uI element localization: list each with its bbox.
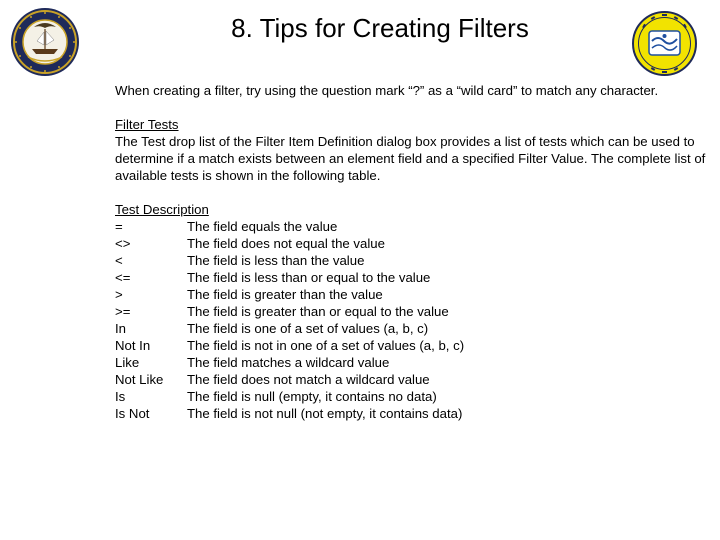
- tests-table: [115, 201, 715, 422]
- table-row: [115, 337, 715, 354]
- test-description: The field is greater than or equal to the value: [187, 304, 449, 319]
- test-description: The field is one of a set of values (a, b, c): [187, 321, 429, 336]
- filter-tests-section: [115, 116, 715, 184]
- table-row: [115, 286, 715, 303]
- filter-tests-body: The Test drop list of the Filter Item Definition dialog box provides a list of tests which can be used to determine if a match exists between an element field and a specified Filter Value. The complete list of available tests is shown in the following table.: [115, 134, 706, 183]
- test-operator: <>: [115, 236, 131, 251]
- slide-content: [115, 82, 715, 422]
- test-description: The field is less than the value: [187, 253, 365, 268]
- page-title: 8. Tips for Creating Filters: [231, 13, 529, 43]
- test-operator: >: [115, 287, 123, 302]
- table-row: [115, 354, 715, 371]
- test-operator: =: [115, 219, 123, 234]
- table-row: [115, 218, 715, 235]
- intro-text: When creating a filter, try using the question mark “?” as a “wild card” to match any character.: [115, 83, 659, 98]
- test-operator: Like: [115, 355, 140, 370]
- tests-table-header: Test Description: [115, 202, 209, 217]
- test-operator: >=: [115, 304, 131, 319]
- test-operator: Not In: [115, 338, 151, 353]
- test-operator: Is: [115, 389, 126, 404]
- test-operator: In: [115, 321, 126, 336]
- table-row: [115, 252, 715, 269]
- test-description: The field is null (empty, it contains no data): [187, 389, 437, 404]
- table-row: [115, 303, 715, 320]
- table-row: [115, 269, 715, 286]
- test-description: The field does not equal the value: [187, 236, 385, 251]
- filter-tests-heading: Filter Tests: [115, 117, 179, 132]
- test-description: The field equals the value: [187, 219, 338, 234]
- table-row: [115, 371, 715, 388]
- table-row: [115, 388, 715, 405]
- test-operator: <=: [115, 270, 131, 285]
- table-row: [115, 320, 715, 337]
- navy-seal-icon: [10, 7, 80, 77]
- test-operator: <: [115, 253, 123, 268]
- test-description: The field does not match a wildcard value: [187, 372, 430, 387]
- test-description: The field is less than or equal to the value: [187, 270, 431, 285]
- test-description: The field is greater than the value: [187, 287, 383, 302]
- command-seal-icon: [632, 11, 697, 76]
- table-row: [115, 235, 715, 252]
- test-operator: Is Not: [115, 406, 150, 421]
- test-description: The field is not null (not empty, it contains data): [187, 406, 463, 421]
- test-description: The field matches a wildcard value: [187, 355, 390, 370]
- table-row: [115, 405, 715, 422]
- test-description: The field is not in one of a set of values (a, b, c): [187, 338, 465, 353]
- test-operator: Not Like: [115, 372, 164, 387]
